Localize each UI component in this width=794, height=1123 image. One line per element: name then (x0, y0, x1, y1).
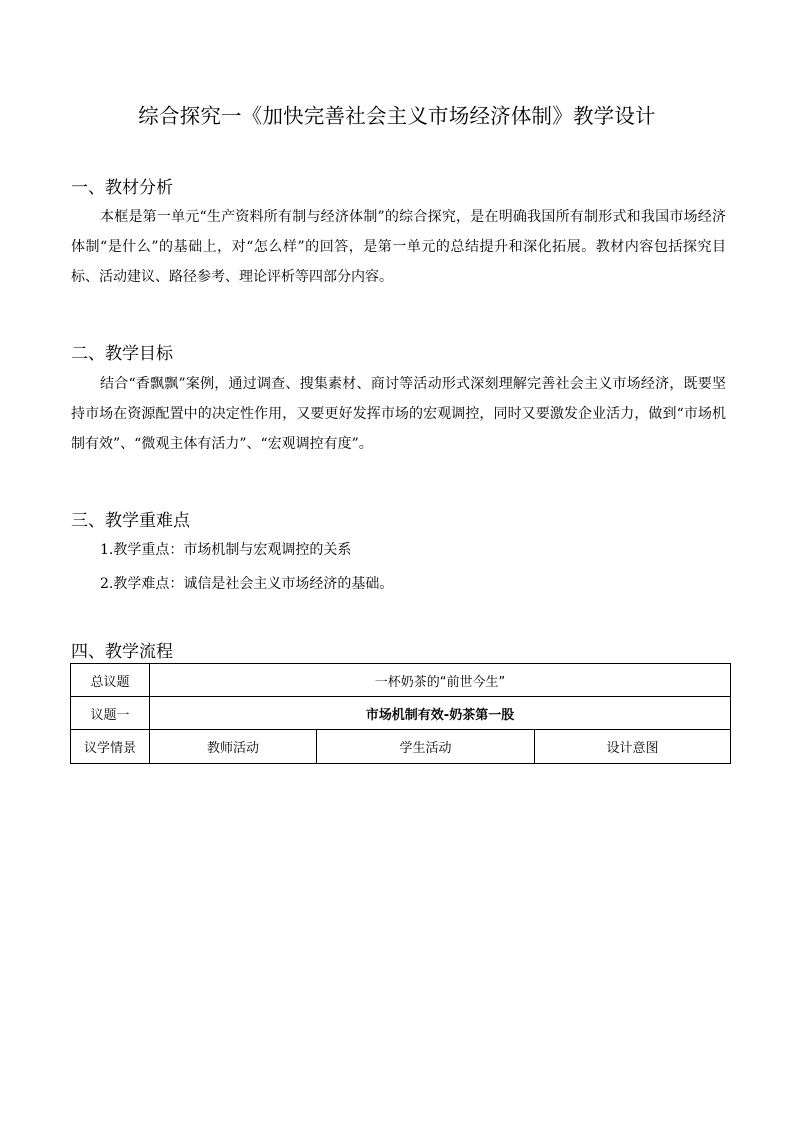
table-cell-value: 市场机制有效-奶茶第一股 (150, 697, 731, 730)
section-heading-teaching-flow: 四、教学流程 (71, 642, 173, 662)
table-cell-label: 总议题 (71, 664, 150, 697)
table-cell-label: 议题一 (71, 697, 150, 730)
section-heading-key-points: 三、教学重难点 (71, 511, 190, 531)
key-point-item: 1.教学重点：市场机制与宏观调控的关系 (100, 542, 352, 558)
table-header-row (71, 730, 731, 764)
document-title: 综合探究一《加快完善社会主义市场经济体制》教学设计 (138, 104, 656, 128)
section-heading-teaching-goals: 二、教学目标 (71, 344, 173, 364)
table-header-cell: 学生活动 (317, 730, 535, 764)
section-heading-textbook-analysis: 一、教材分析 (71, 178, 173, 198)
difficulty-point-item: 2.教学难点：诚信是社会主义市场经济的基础。 (100, 576, 394, 592)
table-header-cell: 教师活动 (150, 730, 317, 764)
section-paragraph-textbook-analysis: 本框是第一单元“生产资料所有制与经济体制”的综合探究，是在明确我国所有制形式和我国市场经济体制“是什么”的基础上，对“怎么样”的回答，是第一单元的总结提升和深化拓展。教材内容包括探究目标、活动建议、路径参考、理论评析等四部分内容。 (71, 209, 726, 285)
table-row (71, 664, 731, 697)
table-header-cell: 设计意图 (535, 730, 731, 764)
table-row (71, 697, 731, 730)
section-paragraph-teaching-goals: 结合“香飘飘”案例，通过调查、搜集素材、商讨等活动形式深刻理解完善社会主义市场经济，既要坚持市场在资源配置中的决定性作用，又要更好发挥市场的宏观调控，同时又要激发企业活力，做到“市场机制有效”、“微观主体有活力”、“宏观调控有度”。 (71, 376, 726, 452)
table-cell-value: 一杯奶茶的“前世今生” (150, 664, 731, 697)
table-header-cell: 议学情景 (71, 730, 150, 764)
teaching-flow-table (70, 663, 731, 764)
